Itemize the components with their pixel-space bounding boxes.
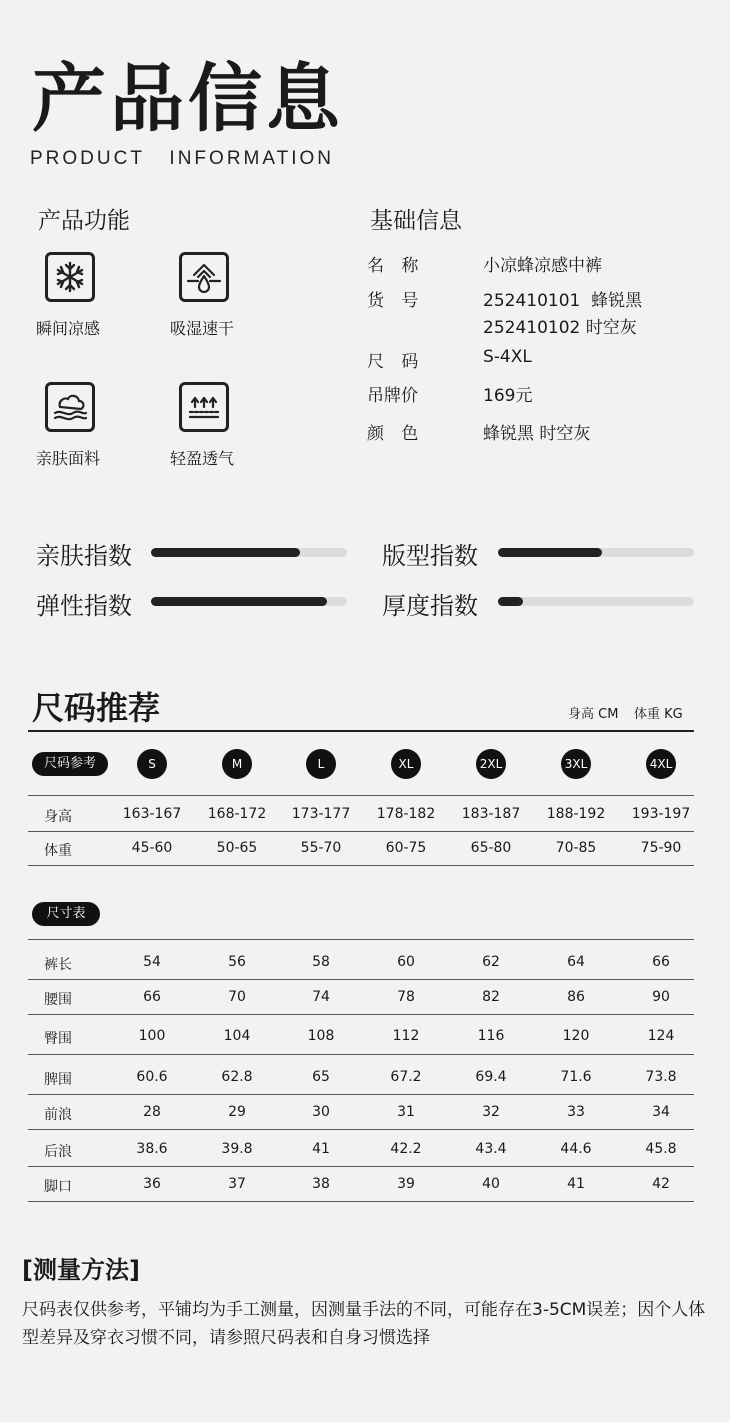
- feature-item: [170, 382, 290, 469]
- row-divider: [28, 1094, 694, 1095]
- table-cell: 41: [312, 1141, 330, 1157]
- table-cell: 70-85: [555, 840, 597, 856]
- table-cell: 39.8: [221, 1141, 253, 1157]
- row-label: 裤长: [44, 957, 72, 973]
- table-cell: 62: [482, 954, 500, 970]
- info-key-color: 颜 色: [367, 424, 425, 444]
- table-cell: 168-172: [207, 806, 267, 822]
- table-cell: 178-182: [376, 806, 436, 822]
- row-divider: [28, 1201, 694, 1202]
- breathable-icon: [179, 382, 229, 432]
- row-divider: [28, 1054, 694, 1055]
- row-divider: [28, 979, 694, 980]
- info-key-name: 名 称: [367, 256, 425, 276]
- table-cell: 108: [307, 1028, 335, 1044]
- feature-item: [36, 252, 156, 339]
- index-bar-track: [151, 548, 347, 557]
- divider: [28, 730, 694, 732]
- table-cell: 42.2: [390, 1141, 422, 1157]
- info-key-sku: 货 号: [367, 291, 425, 311]
- size-circle-m: M: [222, 749, 252, 779]
- table-cell: 45.8: [645, 1141, 677, 1157]
- feature-label: 瞬间凉感: [36, 319, 101, 338]
- page-title: 产品信息: [32, 56, 344, 142]
- index-label: 版型指数: [382, 542, 478, 570]
- table-cell: 37: [228, 1176, 246, 1192]
- features-heading: 产品功能: [38, 208, 130, 234]
- table-cell: 86: [567, 989, 585, 1005]
- table-cell: 54: [143, 954, 161, 970]
- row-divider: [28, 831, 694, 832]
- info-value-sku-1: 252410101 蜂锐黑: [483, 291, 643, 311]
- table-cell: 71.6: [560, 1069, 592, 1085]
- table-cell: 188-192: [546, 806, 606, 822]
- size-circle-s: S: [137, 749, 167, 779]
- feature-label: 亲肤面料: [36, 449, 101, 468]
- table-cell: 43.4: [475, 1141, 507, 1157]
- info-value-size: S-4XL: [483, 347, 532, 367]
- table-cell: 34: [652, 1104, 670, 1120]
- row-label: 前浪: [44, 1107, 72, 1123]
- info-value-color: 蜂锐黑 时空灰: [483, 424, 591, 444]
- table-cell: 163-167: [122, 806, 182, 822]
- table-cell: 65: [312, 1069, 330, 1085]
- table-cell: 90: [652, 989, 670, 1005]
- table-cell: 60-75: [385, 840, 427, 856]
- info-value-price: 169元: [483, 386, 533, 406]
- table-cell: 60.6: [136, 1069, 168, 1085]
- table-cell: 33: [567, 1104, 585, 1120]
- table-cell: 66: [143, 989, 161, 1005]
- divider: [28, 939, 694, 940]
- index-bar-track: [498, 548, 694, 557]
- row-label: 臀围: [44, 1031, 72, 1047]
- table-cell: 38: [312, 1176, 330, 1192]
- table-cell: 69.4: [475, 1069, 507, 1085]
- table-cell: 82: [482, 989, 500, 1005]
- table-cell: 104: [223, 1028, 251, 1044]
- size-chart-pill: 尺寸表: [32, 902, 100, 926]
- info-value-sku-2: 252410102 时空灰: [483, 318, 637, 338]
- table-cell: 67.2: [390, 1069, 422, 1085]
- page-subtitle: PRODUCT INFORMATION: [30, 148, 335, 169]
- row-divider: [28, 1014, 694, 1015]
- soft-fabric-icon: [45, 382, 95, 432]
- measure-text: 尺码表仅供参考，平铺均为手工测量，因测量手法的不同，可能存在3-5CM误差；因个人体型差异及穿衣习惯不同，请参照尺码表和自身习惯选择: [22, 1300, 706, 1348]
- info-value-name: 小凉蜂凉感中裤: [483, 256, 602, 276]
- table-cell: 120: [562, 1028, 590, 1044]
- moisture-wicking-icon: [179, 252, 229, 302]
- table-cell: 45-60: [131, 840, 173, 856]
- table-cell: 58: [312, 954, 330, 970]
- table-cell: 116: [477, 1028, 505, 1044]
- size-reference-pill: 尺码参考: [32, 752, 108, 776]
- table-cell: 73.8: [645, 1069, 677, 1085]
- table-cell: 28: [143, 1104, 161, 1120]
- feature-label: 轻盈透气: [170, 449, 235, 468]
- row-label: 体重: [44, 843, 72, 859]
- size-section-title: 尺码推荐: [32, 689, 161, 727]
- table-cell: 62.8: [221, 1069, 253, 1085]
- table-cell: 29: [228, 1104, 246, 1120]
- feature-item: [170, 252, 290, 339]
- table-cell: 38.6: [136, 1141, 168, 1157]
- row-label: 脾围: [44, 1072, 72, 1088]
- row-label: 身高: [44, 809, 72, 825]
- table-cell: 65-80: [470, 840, 512, 856]
- row-label: 脚口: [44, 1179, 72, 1195]
- index-label: 弹性指数: [36, 592, 132, 620]
- unit-weight: 体重 KG: [634, 707, 683, 722]
- table-cell: 42: [652, 1176, 670, 1192]
- table-cell: 44.6: [560, 1141, 592, 1157]
- table-cell: 30: [312, 1104, 330, 1120]
- measure-heading: [测量方法]: [22, 1256, 140, 1284]
- size-circle-2xl: 2XL: [476, 749, 506, 779]
- table-cell: 78: [397, 989, 415, 1005]
- table-cell: 50-65: [216, 840, 258, 856]
- table-cell: 124: [647, 1028, 675, 1044]
- index-label: 亲肤指数: [36, 542, 132, 570]
- basic-info-heading: 基础信息: [370, 208, 462, 234]
- feature-label: 吸湿速干: [170, 319, 235, 338]
- table-cell: 183-187: [461, 806, 521, 822]
- table-cell: 75-90: [640, 840, 682, 856]
- row-divider: [28, 865, 694, 866]
- table-cell: 112: [392, 1028, 420, 1044]
- table-cell: 64: [567, 954, 585, 970]
- size-circle-xl: XL: [391, 749, 421, 779]
- index-bar-track: [498, 597, 694, 606]
- divider: [28, 795, 694, 796]
- table-cell: 32: [482, 1104, 500, 1120]
- size-circle-4xl: 4XL: [646, 749, 676, 779]
- index-bar-fill: [498, 548, 602, 557]
- table-cell: 173-177: [291, 806, 351, 822]
- table-cell: 193-197: [631, 806, 691, 822]
- row-label: 腰围: [44, 992, 72, 1008]
- table-cell: 40: [482, 1176, 500, 1192]
- snowflake-icon: [45, 252, 95, 302]
- size-circle-3xl: 3XL: [561, 749, 591, 779]
- index-bar-track: [151, 597, 347, 606]
- table-cell: 39: [397, 1176, 415, 1192]
- index-bar-fill: [151, 597, 327, 606]
- info-key-size: 尺 码: [367, 352, 425, 372]
- table-cell: 41: [567, 1176, 585, 1192]
- table-cell: 36: [143, 1176, 161, 1192]
- index-bar-fill: [151, 548, 300, 557]
- feature-item: [36, 382, 156, 469]
- table-cell: 74: [312, 989, 330, 1005]
- table-cell: 60: [397, 954, 415, 970]
- row-divider: [28, 1129, 694, 1130]
- table-cell: 100: [138, 1028, 166, 1044]
- index-bar-fill: [498, 597, 523, 606]
- size-circle-l: L: [306, 749, 336, 779]
- info-key-price: 吊牌价: [367, 386, 418, 406]
- table-cell: 56: [228, 954, 246, 970]
- row-divider: [28, 1166, 694, 1167]
- index-label: 厚度指数: [382, 592, 478, 620]
- table-cell: 55-70: [300, 840, 342, 856]
- row-label: 后浪: [44, 1144, 72, 1160]
- table-cell: 70: [228, 989, 246, 1005]
- table-cell: 31: [397, 1104, 415, 1120]
- table-cell: 66: [652, 954, 670, 970]
- unit-height: 身高 CM: [568, 707, 619, 722]
